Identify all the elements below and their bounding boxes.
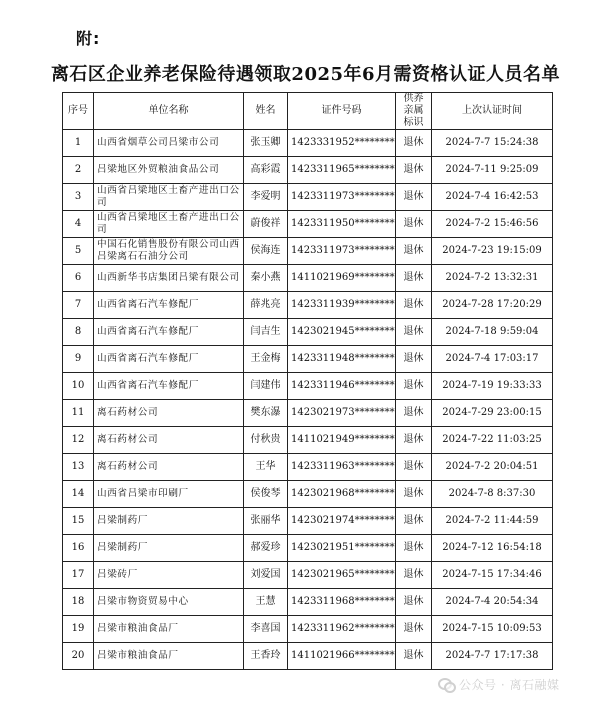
cell-time: 2024-7-2 13:32:31 — [432, 265, 553, 292]
table-row — [63, 373, 553, 400]
cell-time: 2024-7-11 9:25:09 — [432, 157, 553, 184]
table-row — [63, 238, 553, 265]
cell-unit: 山西省吕梁市印刷厂 — [94, 481, 244, 508]
cell-name: 秦小燕 — [244, 265, 288, 292]
cell-name: 高彩霞 — [244, 157, 288, 184]
cell-id: 1423021968******** — [288, 481, 396, 508]
cell-index: 5 — [63, 238, 94, 265]
cell-index: 8 — [63, 319, 94, 346]
cell-flag: 退休 — [396, 400, 432, 427]
cell-index: 4 — [63, 211, 94, 238]
cell-time: 2024-7-19 19:33:33 — [432, 373, 553, 400]
certification-table — [62, 92, 553, 670]
header-id: 证件号码 — [288, 93, 396, 130]
cell-unit: 山西省离石汽车修配厂 — [94, 319, 244, 346]
table-header-row — [63, 93, 553, 130]
cell-time: 2024-7-7 15:24:38 — [432, 130, 553, 157]
cell-name: 张玉卿 — [244, 130, 288, 157]
cell-name: 李爱明 — [244, 184, 288, 211]
cell-index: 1 — [63, 130, 94, 157]
cell-index: 19 — [63, 616, 94, 643]
cell-index: 17 — [63, 562, 94, 589]
watermark-text: 公众号 · 离石融媒 — [459, 678, 560, 692]
cell-flag: 退休 — [396, 481, 432, 508]
cell-flag: 退休 — [396, 589, 432, 616]
cell-flag: 退休 — [396, 319, 432, 346]
cell-index: 14 — [63, 481, 94, 508]
cell-id: 1423021974******** — [288, 508, 396, 535]
cell-flag: 退休 — [396, 211, 432, 238]
cell-time: 2024-7-2 20:04:51 — [432, 454, 553, 481]
cell-index: 10 — [63, 373, 94, 400]
table-row — [63, 211, 553, 238]
cell-index: 16 — [63, 535, 94, 562]
table-row — [63, 427, 553, 454]
cell-time: 2024-7-28 17:20:29 — [432, 292, 553, 319]
cell-name: 蔚俊祥 — [244, 211, 288, 238]
header-unit: 单位名称 — [94, 93, 244, 130]
table-row — [63, 562, 553, 589]
table-row — [63, 265, 553, 292]
cell-flag: 退休 — [396, 265, 432, 292]
cell-time: 2024-7-2 15:46:56 — [432, 211, 553, 238]
cell-name: 侯俊琴 — [244, 481, 288, 508]
cell-flag: 退休 — [396, 373, 432, 400]
cell-id: 1423311968******** — [288, 589, 396, 616]
cell-flag: 退休 — [396, 292, 432, 319]
cell-index: 20 — [63, 643, 94, 670]
cell-id: 1423311950******** — [288, 211, 396, 238]
cell-flag: 退休 — [396, 616, 432, 643]
cell-unit: 离石药材公司 — [94, 454, 244, 481]
cell-flag: 退休 — [396, 346, 432, 373]
cell-flag: 退休 — [396, 184, 432, 211]
table-row — [63, 481, 553, 508]
cell-id: 1423021965******** — [288, 562, 396, 589]
cell-unit: 吕梁市物资贸易中心 — [94, 589, 244, 616]
cell-name: 张丽华 — [244, 508, 288, 535]
cell-unit: 中国石化销售股份有限公司山西吕梁离石石油分公司 — [94, 238, 244, 265]
cell-name: 闫吉生 — [244, 319, 288, 346]
table-row — [63, 292, 553, 319]
cell-name: 王慧 — [244, 589, 288, 616]
cell-id: 1423311973******** — [288, 184, 396, 211]
cell-unit: 离石药材公司 — [94, 400, 244, 427]
cell-time: 2024-7-7 17:17:38 — [432, 643, 553, 670]
cell-name: 侯海连 — [244, 238, 288, 265]
cell-index: 7 — [63, 292, 94, 319]
cell-id: 1411021969******** — [288, 265, 396, 292]
cell-id: 1423311962******** — [288, 616, 396, 643]
cell-flag: 退休 — [396, 535, 432, 562]
wechat-icon — [438, 678, 454, 691]
cell-time: 2024-7-15 17:34:46 — [432, 562, 553, 589]
cell-id: 1423311948******** — [288, 346, 396, 373]
cell-name: 王金梅 — [244, 346, 288, 373]
cell-index: 11 — [63, 400, 94, 427]
cell-time: 2024-7-4 20:54:34 — [432, 589, 553, 616]
cell-id: 1423311946******** — [288, 373, 396, 400]
cell-time: 2024-7-15 10:09:53 — [432, 616, 553, 643]
table-row — [63, 184, 553, 211]
header-name: 姓名 — [244, 93, 288, 130]
table-row — [63, 454, 553, 481]
table-row — [63, 346, 553, 373]
cell-unit: 山西省离石汽车修配厂 — [94, 292, 244, 319]
appendix-label: 附: — [76, 29, 101, 48]
cell-unit: 山西新华书店集团吕梁有限公司 — [94, 265, 244, 292]
cell-unit: 山西省离石汽车修配厂 — [94, 346, 244, 373]
cell-name: 闫建伟 — [244, 373, 288, 400]
cell-unit: 吕梁市粮油食品厂 — [94, 643, 244, 670]
cell-flag: 退休 — [396, 238, 432, 265]
table-row — [63, 589, 553, 616]
cell-id: 1411021966******** — [288, 643, 396, 670]
cell-name: 郝爱珍 — [244, 535, 288, 562]
cell-id: 1423311965******** — [288, 157, 396, 184]
cell-time: 2024-7-22 11:03:25 — [432, 427, 553, 454]
cell-unit: 吕梁市粮油食品厂 — [94, 616, 244, 643]
cell-unit: 吕梁制药厂 — [94, 535, 244, 562]
table-row — [63, 319, 553, 346]
table-row — [63, 616, 553, 643]
cell-flag: 退休 — [396, 130, 432, 157]
cell-index: 18 — [63, 589, 94, 616]
cell-name: 王华 — [244, 454, 288, 481]
cell-time: 2024-7-4 17:03:17 — [432, 346, 553, 373]
cell-unit: 山西省烟草公司吕梁市公司 — [94, 130, 244, 157]
header-time: 上次认证时间 — [432, 93, 553, 130]
cell-unit: 吕梁砖厂 — [94, 562, 244, 589]
cell-unit: 离石药材公司 — [94, 427, 244, 454]
cell-name: 王香玲 — [244, 643, 288, 670]
cell-name: 付秋贵 — [244, 427, 288, 454]
cell-index: 12 — [63, 427, 94, 454]
cell-id: 1423021951******** — [288, 535, 396, 562]
cell-time: 2024-7-2 11:44:59 — [432, 508, 553, 535]
cell-time: 2024-7-29 23:00:15 — [432, 400, 553, 427]
cell-unit: 山西省吕梁地区土畜产进出口公司 — [94, 184, 244, 211]
table-row — [63, 535, 553, 562]
cell-time: 2024-7-4 16:42:53 — [432, 184, 553, 211]
cell-flag: 退休 — [396, 157, 432, 184]
cell-index: 6 — [63, 265, 94, 292]
cell-name: 薛兆亮 — [244, 292, 288, 319]
document-title: 离石区企业养老保险待遇领取2025年6月需资格认证人员名单 — [50, 64, 561, 85]
table-body — [63, 130, 553, 670]
cell-unit: 吕梁地区外贸粮油食品公司 — [94, 157, 244, 184]
cell-flag: 退休 — [396, 427, 432, 454]
cell-time: 2024-7-23 19:15:09 — [432, 238, 553, 265]
cell-unit: 吕梁制药厂 — [94, 508, 244, 535]
cell-id: 1423331952******** — [288, 130, 396, 157]
cell-index: 2 — [63, 157, 94, 184]
table-row — [63, 157, 553, 184]
table-row — [63, 643, 553, 670]
table-row — [63, 400, 553, 427]
cell-id: 1423021945******** — [288, 319, 396, 346]
cell-flag: 退休 — [396, 562, 432, 589]
cell-time: 2024-7-8 8:37:30 — [432, 481, 553, 508]
cell-id: 1423311973******** — [288, 238, 396, 265]
cell-index: 15 — [63, 508, 94, 535]
cell-name: 樊东瀑 — [244, 400, 288, 427]
cell-id: 1423311963******** — [288, 454, 396, 481]
cell-flag: 退休 — [396, 454, 432, 481]
cell-index: 3 — [63, 184, 94, 211]
cell-flag: 退休 — [396, 643, 432, 670]
cell-name: 李喜国 — [244, 616, 288, 643]
cell-unit: 山西省离石汽车修配厂 — [94, 373, 244, 400]
table-row — [63, 508, 553, 535]
cell-id: 1411021949******** — [288, 427, 396, 454]
cell-index: 13 — [63, 454, 94, 481]
cell-index: 9 — [63, 346, 94, 373]
cell-id: 1423021973******** — [288, 400, 396, 427]
cell-unit: 山西省吕梁地区土畜产进出口公司 — [94, 211, 244, 238]
cell-name: 刘爱国 — [244, 562, 288, 589]
header-index: 序号 — [63, 93, 94, 130]
cell-flag: 退休 — [396, 508, 432, 535]
cell-id: 1423311939******** — [288, 292, 396, 319]
watermark — [438, 676, 559, 693]
table-row — [63, 130, 553, 157]
cell-time: 2024-7-12 16:54:18 — [432, 535, 553, 562]
cell-time: 2024-7-18 9:59:04 — [432, 319, 553, 346]
header-flag: 供养亲属标识 — [396, 93, 432, 130]
